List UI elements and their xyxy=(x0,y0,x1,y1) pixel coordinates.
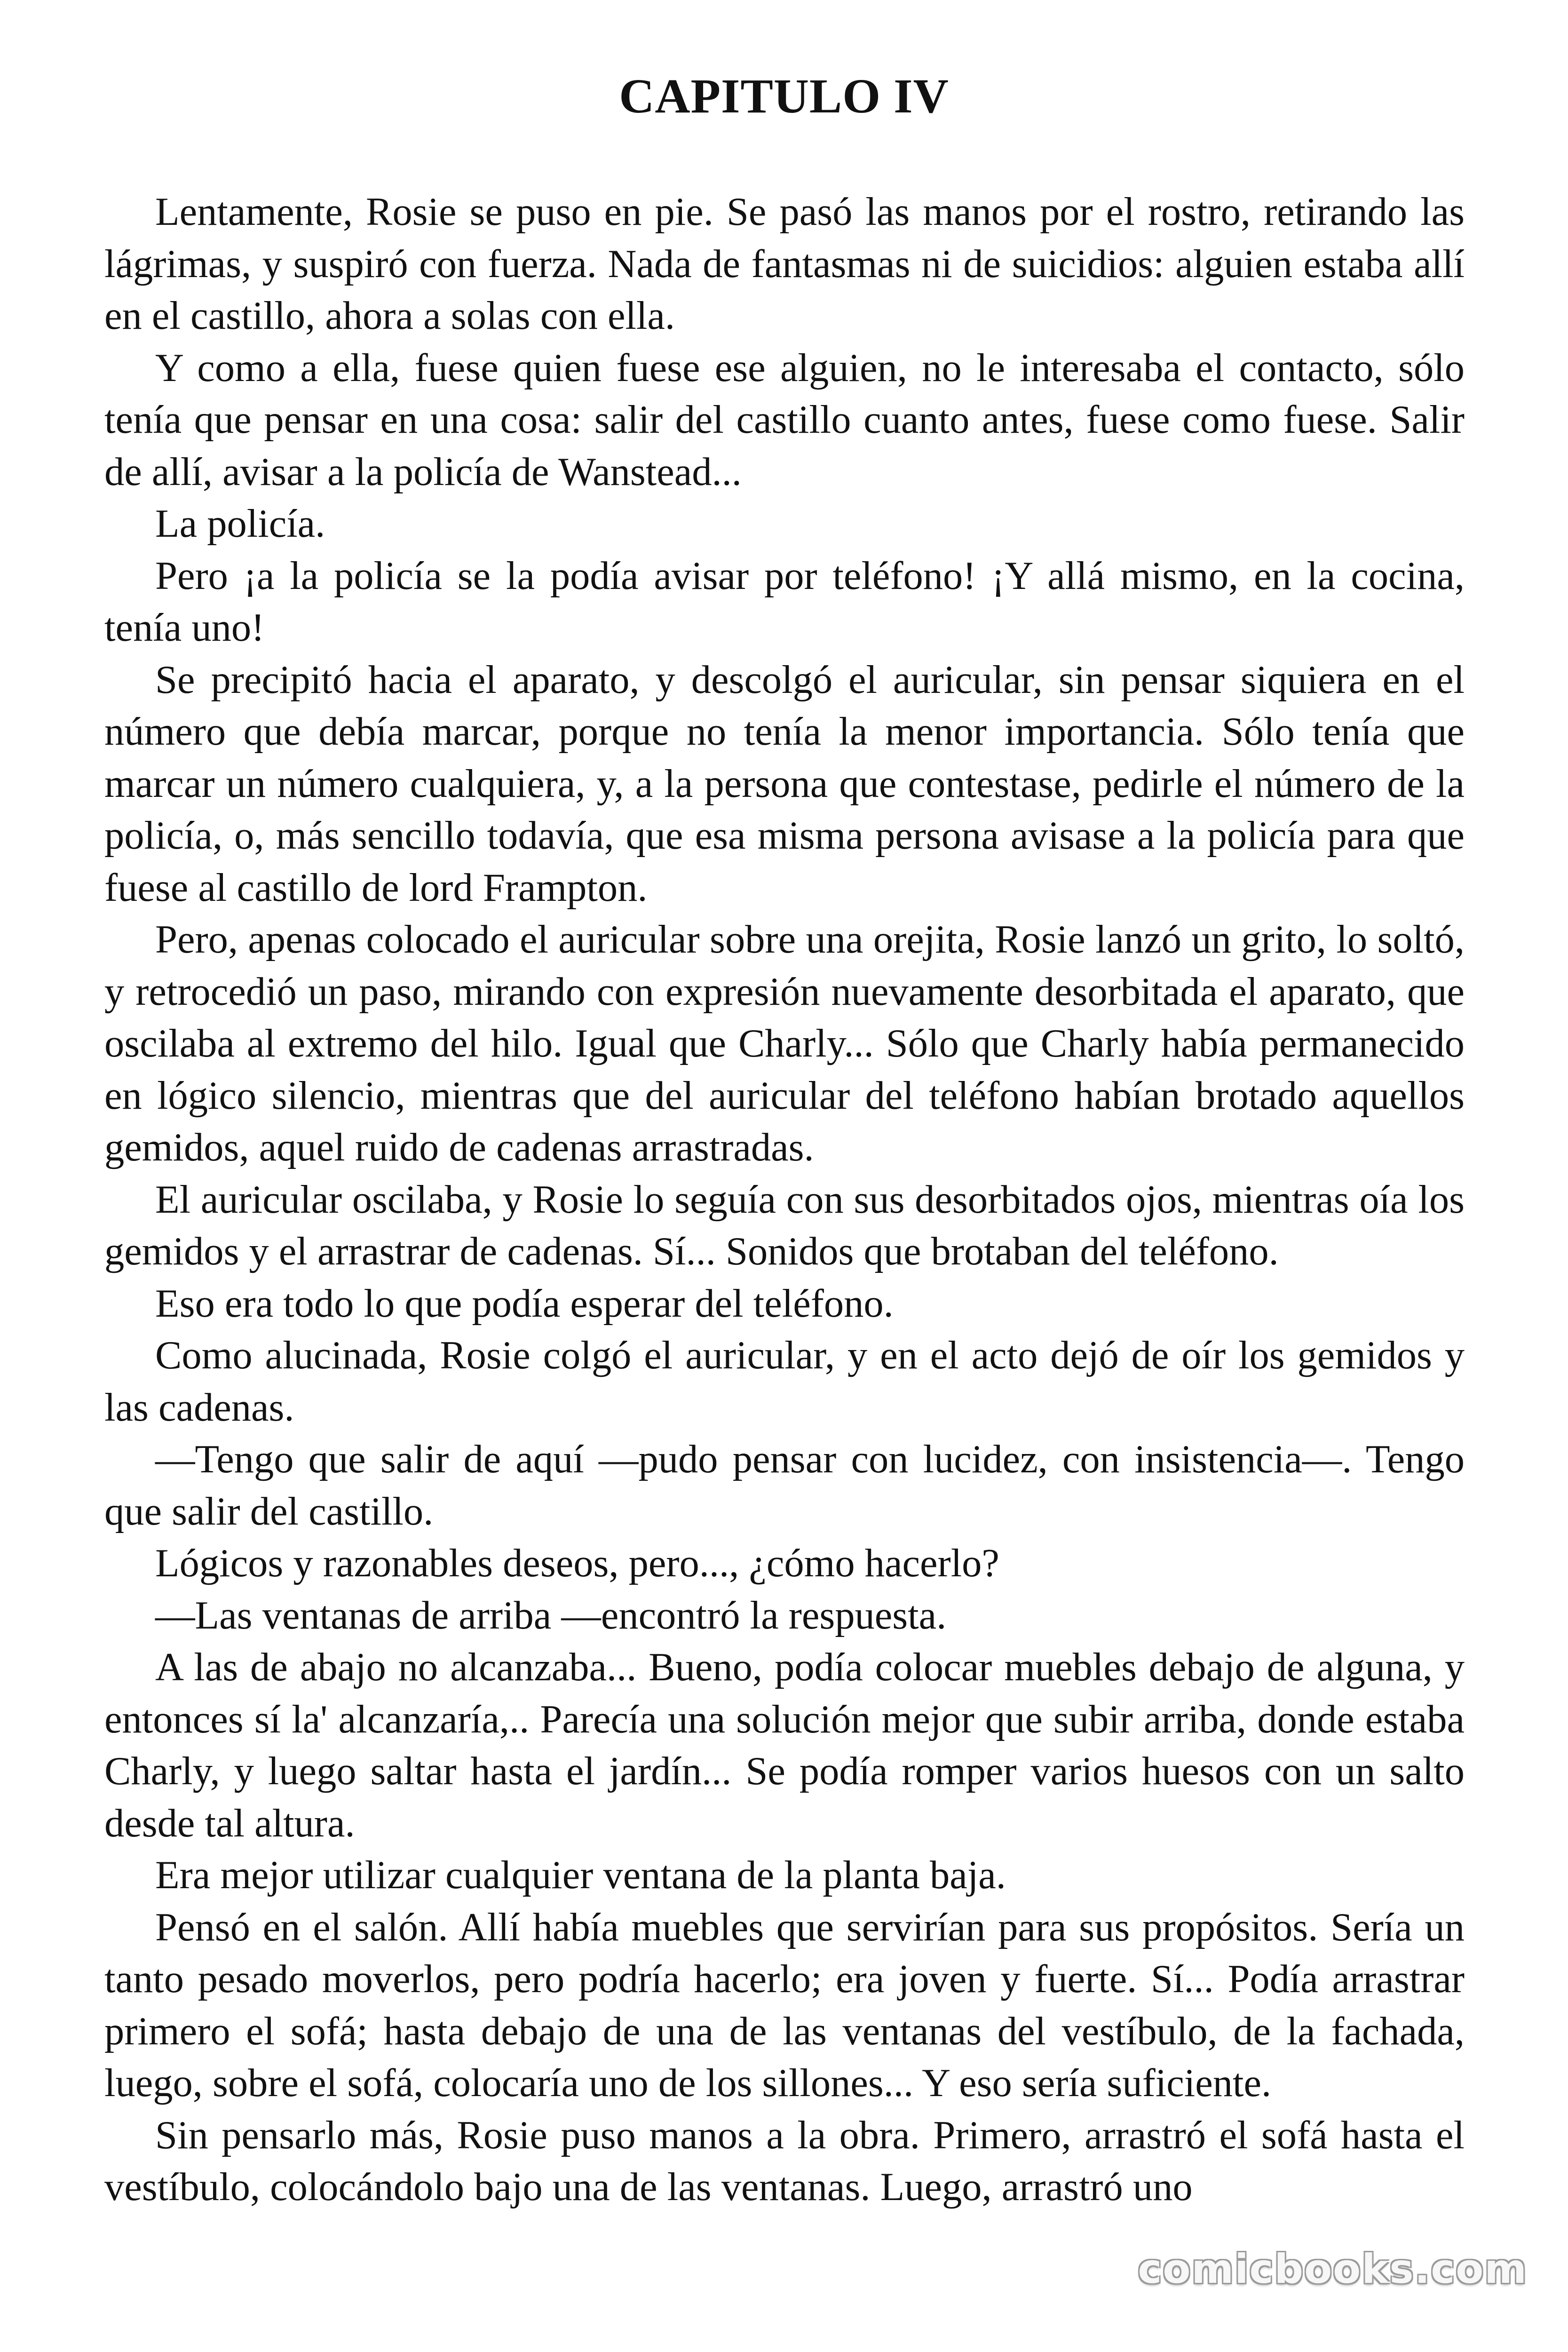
chapter-body xyxy=(104,186,1465,2214)
paragraph: La policía. xyxy=(155,502,325,546)
paragraph: El auricular oscilaba, y Rosie lo seguía con sus desorbitados ojos, mientras oía los gemidos y el arrastrar de cadenas. Sí... Sonidos que brotaban del teléfono. xyxy=(104,1177,1465,1273)
chapter-title: CAPITULO IV xyxy=(619,69,949,123)
paragraph: —Las ventanas de arriba —encontró la respuesta. xyxy=(155,1593,947,1637)
paragraph: Se precipitó hacia el aparato, y descolgó el auricular, sin pensar siquiera en el número que debía marcar, porque no tenía la menor importancia. Sólo tenía que marcar un número cualquiera, y, a la persona que contestase, pedirle el número de la policía, o, más sencillo todavía, que esa misma persona avisase a la policía para que fuese al castillo de lord Frampton. xyxy=(104,658,1465,910)
paragraph: Y como a ella, fuese quien fuese ese alguien, no le interesaba el contacto, sólo tenía que pensar en una cosa: salir del castillo cuanto antes, fuese como fuese. Salir de allí, avisar a la policía de Wanstead... xyxy=(104,346,1465,494)
paragraph: —Tengo que salir de aquí —pudo pensar con lucidez, con insistencia—. Tengo que salir del castillo. xyxy=(104,1438,1465,1534)
paragraph: Pero ¡a la policía se la podía avisar por teléfono! ¡Y allá mismo, en la cocina, tenía uno! xyxy=(104,554,1465,650)
paragraph: Como alucinada, Rosie colgó el auricular, y en el acto dejó de oír los gemidos y las cadenas. xyxy=(104,1334,1465,1430)
paragraph: Lógicos y razonables deseos, pero..., ¿cómo hacerlo? xyxy=(155,1542,999,1585)
paragraph: Pensó en el salón. Allí había muebles que servirían para sus propósitos. Sería un tanto pesado moverlos, pero podría hacerlo; era joven y fuerte. Sí... Podía arrastrar primero el sofá; hasta debajo de una de las ventanas del vestíbulo, de la fachada, luego, sobre el sofá, colocaría uno de los sillones... Y eso sería suficiente. xyxy=(104,1905,1465,2105)
paragraph: A las de abajo no alcanzaba... Bueno, podía colocar muebles debajo de alguna, y entonces sí la' alcanzaría,.. Parecía una solución mejor que subir arriba, donde estaba Charly, y luego saltar hasta el jardín... Se podía romper varios huesos con un salto desde tal altura. xyxy=(104,1645,1465,1845)
paragraph: Pero, apenas colocado el auricular sobre una orejita, Rosie lanzó un grito, lo soltó, y retrocedió un paso, mirando con expresión nuevamente desorbitada el aparato, que oscilaba al extremo del hilo. Igual que Charly... Sólo que Charly había permanecido en lógico silencio, mientras que del auricular del teléfono habían brotado aquellos gemidos, aquel ruido de cadenas arrastradas. xyxy=(104,918,1465,1169)
paragraph: Lentamente, Rosie se puso en pie. Se pasó las manos por el rostro, retirando las lágrimas, y suspiró con fuerza. Nada de fantasmas ni de suicidios: alguien estaba allí en el castillo, ahora a solas con ella. xyxy=(104,190,1465,338)
paragraph: Sin pensarlo más, Rosie puso manos a la obra. Primero, arrastró el sofá hasta el vestíbulo, colocándolo bajo una de las ventanas. Luego, arrastró uno xyxy=(104,2113,1465,2209)
watermark-logo: comicbooks.com xyxy=(1138,2246,1528,2293)
paragraph: Era mejor utilizar cualquier ventana de la planta baja. xyxy=(155,1853,1006,1897)
paragraph: Eso era todo lo que podía esperar del teléfono. xyxy=(155,1281,894,1326)
